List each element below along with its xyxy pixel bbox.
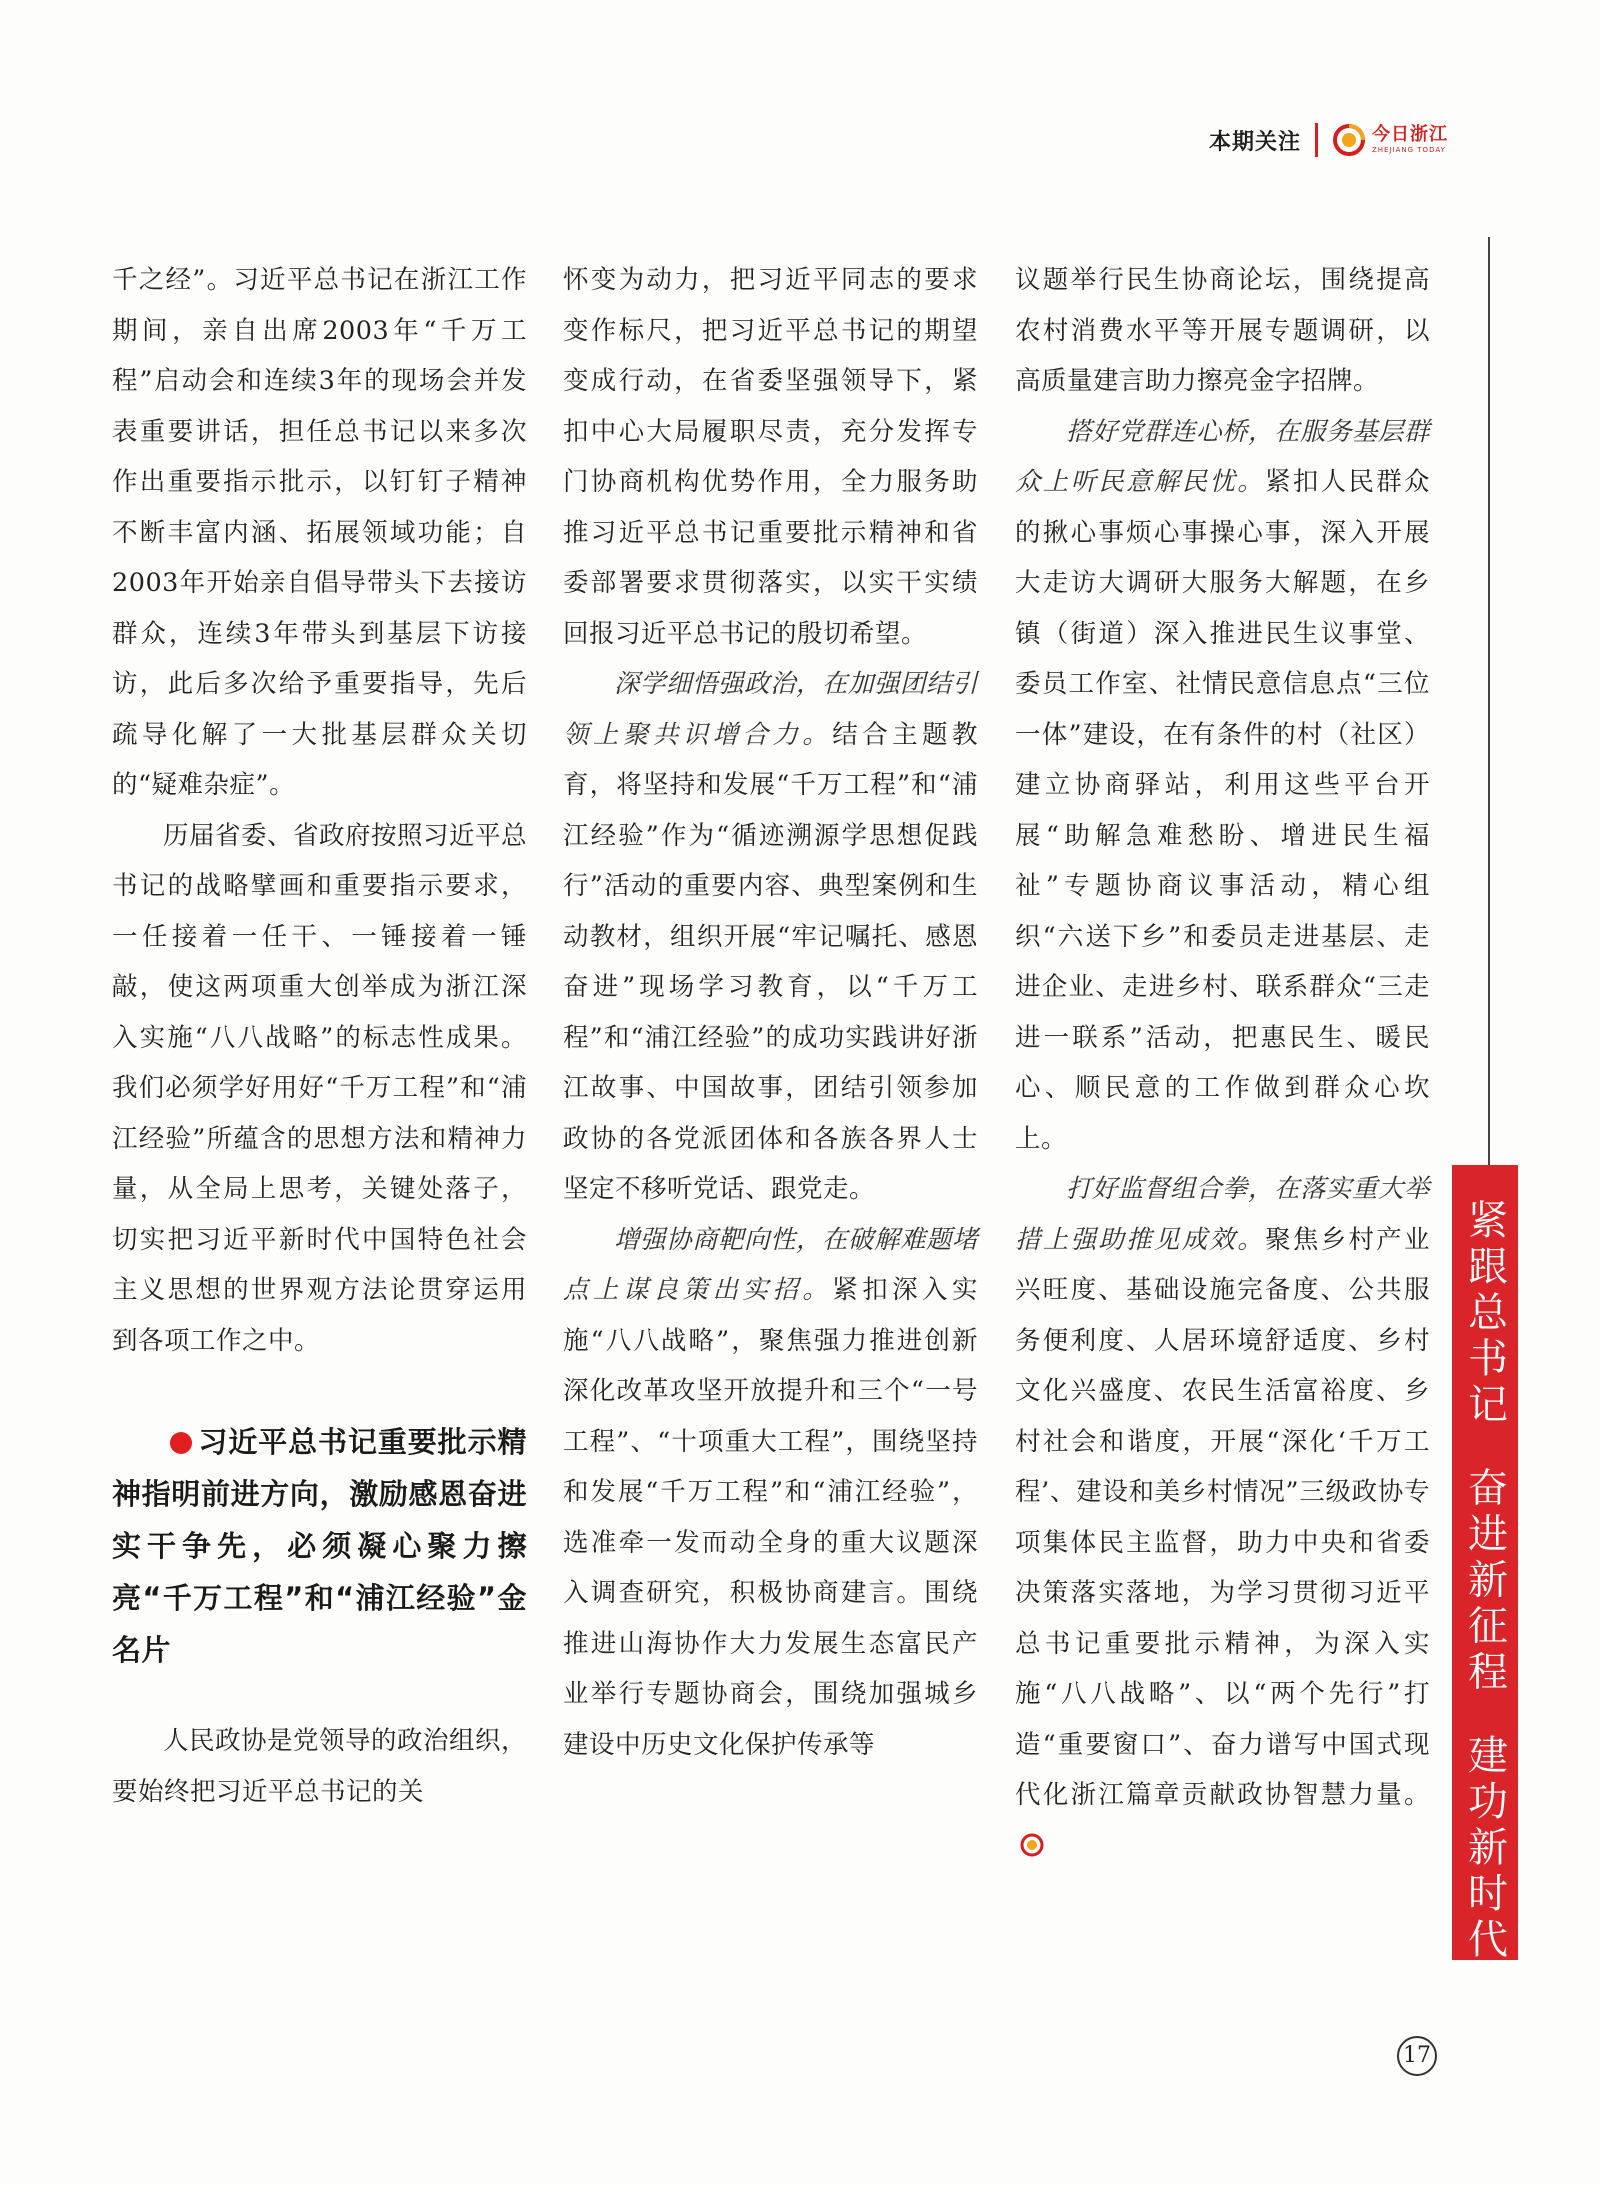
paragraph-lead: 增强协商靶向性，在破解难题堵点上谋良策出实招。 [563,1224,979,1305]
logo-text-cn: 今日浙江 [1372,124,1448,145]
red-dot-icon [170,1432,192,1454]
paragraph: 历届省委、省政府按照习近平总书记的战略擘画和重要指示要求，一任接着一任干、一锤接着一锤敲，使这两项重大创举成为浙江深入实施“八八战略”的标志性成果。我们必须学好用好“千万工程”和“浦江经验”所蕴含的思想方法和精神力量，从全局上思考，关键处落子，切实把习近平新时代中国特色社会主义思想的世界观方法论贯穿运用到各项工作之中。 [112,820,528,1356]
end-mark-icon [1019,1832,1045,1858]
section-heading [112,1416,527,1676]
theme-sidebar [1452,1165,1518,1964]
paragraph-body: 结合主题教育，将坚持和发展“千万工程”和“浦江经验”作为“循迹溯源学思想促践行”活动的重要内容、典型案例和生动教材，组织开展“牢记嘱托、感恩奋进”现场学习教育，以“千万工程”和“浦江经验”的成功实践讲好浙江故事、中国故事，团结引领参加政协的各党派团体和各族各界人士坚定不移听党话、跟党走。 [563,719,978,1204]
page-header [1209,118,1448,162]
paragraph: 怀变为动力，把习近平同志的要求变作标尺，把习近平总书记的期望变成行动，在省委坚强领导下，紧扣中心大局履职尽责，充分发挥专门协商机构优势作用，全力服务助推习近平总书记重要批示精神和省委部署要求贯彻落实，以实干实绩回报习近平总书记的殷切希望。 [563,265,978,649]
paragraph [563,659,978,1215]
paragraph: 人民政协是党领导的政治组织，要始终把习近平总书记的关 [112,1726,528,1807]
logo-swirl-icon [1332,123,1366,157]
paragraph-lead: 深学细悟强政治，在加强团结引领上聚共识增合力。 [563,669,979,750]
paragraph [1015,1164,1430,1871]
paragraph-body: 紧扣人民群众的揪心事烦心事操心事，深入开展大走访大调研大服务大解题，在乡镇（街道）深入推进民生议事堂、委员工作室、社情民意信息点“三位一体”建设，在有条件的村（社区）建立协商驿站，利用这些平台开展“助解急难愁盼、增进民生福祉”专题协商议事活动，精心组织“六送下乡”和委员走进基层、走进企业、走进乡村、联系群众“三走进一联系”活动，把惠民生、暖民心、顺民意的工作做到群众心坎上。 [1015,467,1430,1154]
column-3 [1015,255,1430,1871]
paragraph: 议题举行民生协商论坛，围绕提高农村消费水平等开展专题调研，以高质量建言助力擦亮金字招牌。 [1015,265,1430,396]
paragraph-lead: 打好监督组合拳，在落实重大举措上强助推见成效。 [1015,1174,1431,1255]
section-label: 本期关注 [1208,129,1301,155]
column-2 [563,255,978,1770]
page-number: 17 [1397,2036,1437,2076]
column-1 [112,255,527,1817]
column-rule [1488,237,1490,1167]
paragraph [563,1215,978,1771]
paragraph [1015,407,1430,1165]
logo-text-en: ZHEJIANG TODAY [1372,146,1446,154]
paragraph-body: 紧扣深入实施“八八战略”，聚焦强力推进创新深化改革攻坚开放提升和三个“一号工程”、“十项重大工程”，围绕坚持和发展“千万工程”和“浦江经验”，选准牵一发而动全身的重大议题深入调查研究，积极协商建言。围绕推进山海协作大力发展生态富民产业举行专题协商会，围绕加强城乡建设中历史文化保护传承等 [563,1275,978,1760]
paragraph: 千之经”。习近平总书记在浙江工作期间，亲自出席2003年“千万工程”启动会和连续3年的现场会并发表重要讲话，担任总书记以来多次作出重要指示批示，以钉钉子精神不断丰富内涵、拓展领域功能；自2003年开始亲自倡导带头下去接访群众，连续3年带头到基层下访接访，此后多次给予重要指导，先后疏导化解了一大批基层群众关切的“疑难杂症”。 [112,265,527,800]
header-divider [1315,123,1318,157]
magazine-logo [1332,123,1448,157]
sidebar-slogan: 紧跟总书记 奋进新征程 建功新时代 [1461,1199,1508,1964]
paragraph-lead: 搭好党群连心桥，在服务基层群众上听民意解民忧。 [1015,416,1431,497]
paragraph-body: 聚焦乡村产业兴旺度、基础设施完备度、公共服务便利度、人居环境舒适度、乡村文化兴盛度、农民生活富裕度、乡村社会和谐度，开展“深化‘千万工程’、建设和美乡村情况”三级政协专项集体民主监督，助力中央和省委决策落实落地，为学习贯彻习近平总书记重要批示精神，为深入实施“八八战略”、以“两个先行”打造“重要窗口”、奋力谱写中国式现代化浙江篇章贡献政协智慧力量。 [1015,1224,1430,1810]
section-heading-text: 习近平总书记重要批示精神指明前进方向，激励感恩奋进实干争先，必须凝心聚力擦亮“千万工程”和“浦江经验”金名片 [112,1425,527,1667]
